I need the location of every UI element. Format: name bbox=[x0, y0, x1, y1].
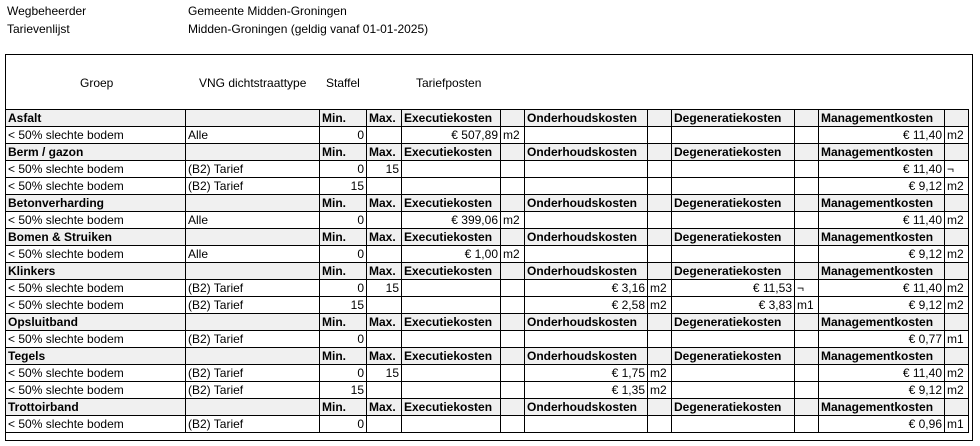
group-type-blank bbox=[186, 144, 320, 161]
row-managementkosten-unit: m2 bbox=[945, 365, 969, 382]
group-type-blank bbox=[186, 399, 320, 416]
tarievenlijst-value: Midden-Groningen (geldig vanaf 01-01-2025) bbox=[188, 22, 429, 36]
row-type: (B2) Tarief bbox=[186, 416, 320, 433]
sub-header-unit-blank bbox=[795, 144, 819, 161]
row-degeneratiekosten: € 3,83 bbox=[672, 297, 795, 314]
sub-header-max: Max. bbox=[367, 110, 402, 127]
sub-header-degeneratiekosten: Degeneratiekosten bbox=[672, 195, 795, 212]
sub-header-unit-blank bbox=[795, 314, 819, 331]
sub-header-max: Max. bbox=[367, 399, 402, 416]
sub-header-min: Min. bbox=[320, 263, 367, 280]
table-row bbox=[6, 161, 969, 178]
row-onderhoudskosten-unit: m2 bbox=[648, 382, 672, 399]
sub-header-unit-blank bbox=[648, 348, 672, 365]
sub-header-min: Min. bbox=[320, 348, 367, 365]
sub-header-max: Max. bbox=[367, 263, 402, 280]
row-max bbox=[367, 331, 402, 348]
group-header-row bbox=[6, 263, 969, 280]
sub-header-min: Min. bbox=[320, 229, 367, 246]
sub-header-unit-blank bbox=[945, 195, 969, 212]
wegbeheerder-label: Wegbeheerder bbox=[7, 4, 87, 18]
sub-header-unit-blank bbox=[795, 229, 819, 246]
group-name: Betonverharding bbox=[6, 195, 186, 212]
sub-header-degeneratiekosten: Degeneratiekosten bbox=[672, 314, 795, 331]
group-name: Asfalt bbox=[6, 110, 186, 127]
sub-header-min: Min. bbox=[320, 144, 367, 161]
row-degeneratiekosten bbox=[672, 382, 795, 399]
sub-header-managementkosten: Managementkosten bbox=[819, 110, 945, 127]
row-description: < 50% slechte bodem bbox=[6, 178, 186, 195]
sub-header-onderhoudskosten: Onderhoudskosten bbox=[525, 348, 648, 365]
row-executiekosten: € 507,89 bbox=[402, 127, 501, 144]
row-max: 15 bbox=[367, 161, 402, 178]
row-max bbox=[367, 178, 402, 195]
group-header-row bbox=[6, 314, 969, 331]
group-name: Opsluitband bbox=[6, 314, 186, 331]
row-type: (B2) Tarief bbox=[186, 178, 320, 195]
meta-row-tarievenlijst bbox=[7, 20, 607, 38]
row-max bbox=[367, 382, 402, 399]
group-type-blank bbox=[186, 195, 320, 212]
row-degeneratiekosten-unit: m1 bbox=[795, 297, 819, 314]
row-managementkosten: € 9,12 bbox=[819, 382, 945, 399]
sub-header-unit-blank bbox=[501, 263, 525, 280]
sub-header-max: Max. bbox=[367, 314, 402, 331]
row-type: (B2) Tarief bbox=[186, 382, 320, 399]
row-type: (B2) Tarief bbox=[186, 161, 320, 178]
row-degeneratiekosten-unit bbox=[795, 416, 819, 433]
row-degeneratiekosten-unit bbox=[795, 382, 819, 399]
sub-header-unit-blank bbox=[648, 195, 672, 212]
sub-header-unit-blank bbox=[501, 110, 525, 127]
wegbeheerder-value: Gemeente Midden-Groningen bbox=[188, 4, 347, 18]
sub-header-min: Min. bbox=[320, 110, 367, 127]
row-executiekosten-unit bbox=[501, 365, 525, 382]
row-max bbox=[367, 127, 402, 144]
row-onderhoudskosten bbox=[525, 212, 648, 229]
row-managementkosten-unit: m2 bbox=[945, 280, 969, 297]
row-type: Alle bbox=[186, 212, 320, 229]
sub-header-degeneratiekosten: Degeneratiekosten bbox=[672, 348, 795, 365]
sub-header-degeneratiekosten: Degeneratiekosten bbox=[672, 399, 795, 416]
row-onderhoudskosten-unit bbox=[648, 246, 672, 263]
row-degeneratiekosten bbox=[672, 178, 795, 195]
sub-header-executiekosten: Executiekosten bbox=[402, 110, 501, 127]
row-onderhoudskosten-unit bbox=[648, 416, 672, 433]
row-executiekosten-unit: m2 bbox=[501, 246, 525, 263]
row-onderhoudskosten bbox=[525, 161, 648, 178]
sub-header-unit-blank bbox=[945, 314, 969, 331]
row-onderhoudskosten: € 1,75 bbox=[525, 365, 648, 382]
group-header-row bbox=[6, 110, 969, 127]
row-executiekosten-unit bbox=[501, 297, 525, 314]
sub-header-max: Max. bbox=[367, 144, 402, 161]
table-row bbox=[6, 365, 969, 382]
row-degeneratiekosten-unit bbox=[795, 212, 819, 229]
sub-header-unit-blank bbox=[945, 110, 969, 127]
row-min: 15 bbox=[320, 178, 367, 195]
group-name: Tegels bbox=[6, 348, 186, 365]
row-managementkosten-unit: m2 bbox=[945, 178, 969, 195]
sub-header-managementkosten: Managementkosten bbox=[819, 263, 945, 280]
table-row bbox=[6, 212, 969, 229]
row-max bbox=[367, 416, 402, 433]
row-min: 15 bbox=[320, 297, 367, 314]
row-onderhoudskosten bbox=[525, 416, 648, 433]
row-executiekosten: € 399,06 bbox=[402, 212, 501, 229]
row-onderhoudskosten-unit bbox=[648, 331, 672, 348]
group-header-row bbox=[6, 399, 969, 416]
row-executiekosten-unit bbox=[501, 416, 525, 433]
sub-header-managementkosten: Managementkosten bbox=[819, 348, 945, 365]
row-managementkosten-unit: m2 bbox=[945, 297, 969, 314]
row-description: < 50% slechte bodem bbox=[6, 127, 186, 144]
row-executiekosten-unit bbox=[501, 178, 525, 195]
row-min: 0 bbox=[320, 280, 367, 297]
row-max bbox=[367, 297, 402, 314]
tariff-body bbox=[6, 110, 969, 433]
sub-header-unit-blank bbox=[648, 144, 672, 161]
row-min: 0 bbox=[320, 246, 367, 263]
sub-header-onderhoudskosten: Onderhoudskosten bbox=[525, 110, 648, 127]
row-degeneratiekosten bbox=[672, 127, 795, 144]
row-onderhoudskosten-unit: m2 bbox=[648, 280, 672, 297]
table-row bbox=[6, 127, 969, 144]
row-degeneratiekosten: € 11,53 bbox=[672, 280, 795, 297]
row-description: < 50% slechte bodem bbox=[6, 382, 186, 399]
sub-header-min: Min. bbox=[320, 195, 367, 212]
sub-header-unit-blank bbox=[648, 263, 672, 280]
group-header-row bbox=[6, 144, 969, 161]
sub-header-unit-blank bbox=[795, 110, 819, 127]
sub-header-unit-blank bbox=[501, 229, 525, 246]
row-description: < 50% slechte bodem bbox=[6, 246, 186, 263]
row-managementkosten: € 11,40 bbox=[819, 127, 945, 144]
sub-header-onderhoudskosten: Onderhoudskosten bbox=[525, 263, 648, 280]
row-onderhoudskosten bbox=[525, 331, 648, 348]
sub-header-managementkosten: Managementkosten bbox=[819, 144, 945, 161]
row-type: (B2) Tarief bbox=[186, 365, 320, 382]
group-name: Berm / gazon bbox=[6, 144, 186, 161]
row-degeneratiekosten bbox=[672, 416, 795, 433]
row-managementkosten: € 9,12 bbox=[819, 246, 945, 263]
row-managementkosten-unit: ¬ bbox=[945, 161, 969, 178]
row-managementkosten-unit: m2 bbox=[945, 127, 969, 144]
sub-header-managementkosten: Managementkosten bbox=[819, 229, 945, 246]
row-min: 0 bbox=[320, 365, 367, 382]
row-managementkosten: € 11,40 bbox=[819, 212, 945, 229]
sub-header-unit-blank bbox=[648, 399, 672, 416]
row-degeneratiekosten bbox=[672, 212, 795, 229]
sub-header-executiekosten: Executiekosten bbox=[402, 195, 501, 212]
row-max: 15 bbox=[367, 365, 402, 382]
sub-header-executiekosten: Executiekosten bbox=[402, 399, 501, 416]
sub-header-unit-blank bbox=[501, 348, 525, 365]
tariff-table bbox=[5, 109, 969, 433]
sub-header-unit-blank bbox=[501, 144, 525, 161]
row-onderhoudskosten bbox=[525, 246, 648, 263]
group-type-blank bbox=[186, 110, 320, 127]
row-type: Alle bbox=[186, 127, 320, 144]
sub-header-executiekosten: Executiekosten bbox=[402, 314, 501, 331]
sub-header-executiekosten: Executiekosten bbox=[402, 229, 501, 246]
row-max bbox=[367, 212, 402, 229]
sub-header-unit-blank bbox=[945, 144, 969, 161]
row-managementkosten-unit: m2 bbox=[945, 246, 969, 263]
row-managementkosten: € 11,40 bbox=[819, 365, 945, 382]
row-managementkosten-unit: m1 bbox=[945, 416, 969, 433]
row-min: 0 bbox=[320, 127, 367, 144]
row-managementkosten: € 11,40 bbox=[819, 280, 945, 297]
row-description: < 50% slechte bodem bbox=[6, 280, 186, 297]
row-executiekosten bbox=[402, 416, 501, 433]
table-row bbox=[6, 382, 969, 399]
row-degeneratiekosten-unit bbox=[795, 127, 819, 144]
sub-header-unit-blank bbox=[648, 229, 672, 246]
sub-header-unit-blank bbox=[945, 399, 969, 416]
row-min: 0 bbox=[320, 212, 367, 229]
table-row bbox=[6, 331, 969, 348]
row-managementkosten: € 11,40 bbox=[819, 161, 945, 178]
group-type-blank bbox=[186, 263, 320, 280]
group-header-row bbox=[6, 229, 969, 246]
row-degeneratiekosten bbox=[672, 246, 795, 263]
row-onderhoudskosten: € 2,58 bbox=[525, 297, 648, 314]
group-header-row bbox=[6, 195, 969, 212]
row-onderhoudskosten bbox=[525, 178, 648, 195]
sub-header-unit-blank bbox=[501, 195, 525, 212]
row-description: < 50% slechte bodem bbox=[6, 416, 186, 433]
row-min: 0 bbox=[320, 331, 367, 348]
table-row bbox=[6, 280, 969, 297]
row-managementkosten-unit: m2 bbox=[945, 382, 969, 399]
sub-header-degeneratiekosten: Degeneratiekosten bbox=[672, 263, 795, 280]
row-description: < 50% slechte bodem bbox=[6, 297, 186, 314]
sub-header-onderhoudskosten: Onderhoudskosten bbox=[525, 229, 648, 246]
row-executiekosten: € 1,00 bbox=[402, 246, 501, 263]
sub-header-unit-blank bbox=[648, 314, 672, 331]
row-managementkosten-unit: m2 bbox=[945, 212, 969, 229]
row-degeneratiekosten-unit: ¬ bbox=[795, 280, 819, 297]
table-row bbox=[6, 246, 969, 263]
row-type: Alle bbox=[186, 246, 320, 263]
row-degeneratiekosten-unit bbox=[795, 331, 819, 348]
sub-header-managementkosten: Managementkosten bbox=[819, 399, 945, 416]
tarievenlijst-label: Tarievenlijst bbox=[7, 22, 70, 36]
column-header-staffel: Staffel bbox=[326, 76, 360, 90]
row-executiekosten-unit bbox=[501, 382, 525, 399]
row-type: (B2) Tarief bbox=[186, 280, 320, 297]
row-onderhoudskosten-unit bbox=[648, 161, 672, 178]
row-min: 15 bbox=[320, 382, 367, 399]
table-row bbox=[6, 297, 969, 314]
sub-header-degeneratiekosten: Degeneratiekosten bbox=[672, 229, 795, 246]
sub-header-max: Max. bbox=[367, 195, 402, 212]
sub-header-min: Min. bbox=[320, 399, 367, 416]
row-executiekosten-unit bbox=[501, 161, 525, 178]
sub-header-onderhoudskosten: Onderhoudskosten bbox=[525, 399, 648, 416]
sub-header-onderhoudskosten: Onderhoudskosten bbox=[525, 144, 648, 161]
sub-header-onderhoudskosten: Onderhoudskosten bbox=[525, 314, 648, 331]
row-onderhoudskosten: € 1,35 bbox=[525, 382, 648, 399]
sub-header-max: Max. bbox=[367, 229, 402, 246]
sub-header-onderhoudskosten: Onderhoudskosten bbox=[525, 195, 648, 212]
row-onderhoudskosten-unit: m2 bbox=[648, 297, 672, 314]
sub-header-unit-blank bbox=[648, 110, 672, 127]
row-executiekosten bbox=[402, 331, 501, 348]
row-managementkosten: € 9,12 bbox=[819, 178, 945, 195]
column-header-tariefposten: Tariefposten bbox=[416, 76, 482, 90]
sub-header-unit-blank bbox=[501, 314, 525, 331]
group-name: Bomen & Struiken bbox=[6, 229, 186, 246]
row-executiekosten bbox=[402, 280, 501, 297]
sub-header-executiekosten: Executiekosten bbox=[402, 144, 501, 161]
row-onderhoudskosten: € 3,16 bbox=[525, 280, 648, 297]
sub-header-degeneratiekosten: Degeneratiekosten bbox=[672, 110, 795, 127]
row-onderhoudskosten-unit bbox=[648, 178, 672, 195]
sub-header-unit-blank bbox=[945, 229, 969, 246]
sub-header-unit-blank bbox=[501, 399, 525, 416]
group-type-blank bbox=[186, 229, 320, 246]
sub-header-executiekosten: Executiekosten bbox=[402, 263, 501, 280]
column-header-vng: VNG dichtstraattype bbox=[199, 76, 307, 90]
row-executiekosten bbox=[402, 161, 501, 178]
column-header-groep: Groep bbox=[80, 76, 114, 90]
row-degeneratiekosten-unit bbox=[795, 365, 819, 382]
row-executiekosten-unit bbox=[501, 331, 525, 348]
row-description: < 50% slechte bodem bbox=[6, 331, 186, 348]
sub-header-unit-blank bbox=[795, 195, 819, 212]
group-type-blank bbox=[186, 314, 320, 331]
row-managementkosten: € 0,96 bbox=[819, 416, 945, 433]
row-executiekosten bbox=[402, 178, 501, 195]
group-header-row bbox=[6, 348, 969, 365]
sub-header-managementkosten: Managementkosten bbox=[819, 314, 945, 331]
sub-header-unit-blank bbox=[795, 348, 819, 365]
row-executiekosten-unit bbox=[501, 280, 525, 297]
row-min: 0 bbox=[320, 161, 367, 178]
row-executiekosten-unit: m2 bbox=[501, 212, 525, 229]
document-meta bbox=[7, 2, 607, 38]
sub-header-max: Max. bbox=[367, 348, 402, 365]
sub-header-unit-blank bbox=[945, 263, 969, 280]
row-onderhoudskosten-unit bbox=[648, 212, 672, 229]
group-name: Trottoirband bbox=[6, 399, 186, 416]
row-managementkosten: € 9,12 bbox=[819, 297, 945, 314]
row-onderhoudskosten bbox=[525, 127, 648, 144]
sub-header-unit-blank bbox=[795, 399, 819, 416]
sub-header-degeneratiekosten: Degeneratiekosten bbox=[672, 144, 795, 161]
row-executiekosten bbox=[402, 382, 501, 399]
row-onderhoudskosten-unit: m2 bbox=[648, 365, 672, 382]
row-max bbox=[367, 246, 402, 263]
sub-header-unit-blank bbox=[795, 263, 819, 280]
sub-header-unit-blank bbox=[945, 348, 969, 365]
row-max: 15 bbox=[367, 280, 402, 297]
row-degeneratiekosten-unit bbox=[795, 246, 819, 263]
row-description: < 50% slechte bodem bbox=[6, 212, 186, 229]
row-degeneratiekosten-unit bbox=[795, 178, 819, 195]
table-row bbox=[6, 416, 969, 433]
row-description: < 50% slechte bodem bbox=[6, 365, 186, 382]
row-degeneratiekosten-unit bbox=[795, 161, 819, 178]
row-type: (B2) Tarief bbox=[186, 331, 320, 348]
row-managementkosten: € 0,77 bbox=[819, 331, 945, 348]
row-executiekosten bbox=[402, 297, 501, 314]
row-onderhoudskosten-unit bbox=[648, 127, 672, 144]
sub-header-executiekosten: Executiekosten bbox=[402, 348, 501, 365]
row-description: < 50% slechte bodem bbox=[6, 161, 186, 178]
table-row bbox=[6, 178, 969, 195]
sub-header-managementkosten: Managementkosten bbox=[819, 195, 945, 212]
row-type: (B2) Tarief bbox=[186, 297, 320, 314]
row-degeneratiekosten bbox=[672, 331, 795, 348]
row-min: 0 bbox=[320, 416, 367, 433]
row-executiekosten bbox=[402, 365, 501, 382]
row-degeneratiekosten bbox=[672, 365, 795, 382]
row-degeneratiekosten bbox=[672, 161, 795, 178]
sub-header-min: Min. bbox=[320, 314, 367, 331]
group-name: Klinkers bbox=[6, 263, 186, 280]
meta-row-wegbeheerder bbox=[7, 2, 607, 20]
group-type-blank bbox=[186, 348, 320, 365]
row-executiekosten-unit: m2 bbox=[501, 127, 525, 144]
row-managementkosten-unit: m1 bbox=[945, 331, 969, 348]
